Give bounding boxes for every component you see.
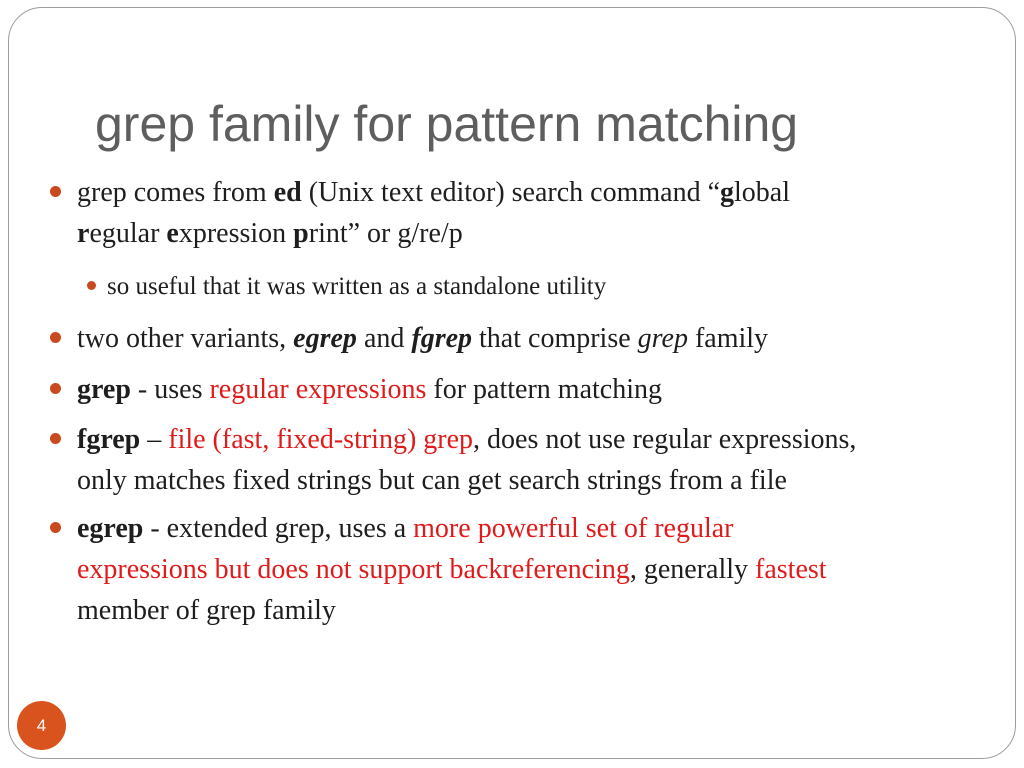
term-egrep: egrep [77,513,144,544]
text: , generally [629,554,756,585]
bullet-dot [50,186,61,197]
text: only matches fixed strings but can get search strings from a file [77,465,787,496]
text: for pattern matching [426,374,662,405]
text: - extended grep, uses a [143,513,414,544]
slide-title: grep family for pattern matching [95,96,799,152]
text: rint” or g/re/p [308,218,463,249]
text: egular [89,218,167,249]
highlight-text: fastest [755,554,827,585]
text-bold: g [720,177,735,208]
bullet-variants [77,318,957,359]
text: and [356,323,412,354]
text: two other variants, [77,323,294,354]
highlight-text: regular expressions [209,374,427,405]
text-bold-italic: egrep [293,323,357,354]
text: member of grep family [77,595,336,626]
text: family [687,323,769,354]
highlight-text: expressions but does not support backreferencing [77,554,630,585]
highlight-text: more powerful set of regular [413,513,734,544]
text-bold-italic: fgrep [411,323,473,354]
text: grep comes from [77,177,274,208]
sub-bullet-standalone: so useful that it was written as a standalone utility [107,273,607,300]
term-grep: grep [77,374,131,405]
text-italic: grep [637,323,688,354]
bullet-dot [50,522,61,533]
sub-bullet-dot [87,281,96,290]
page-number-badge: 4 [17,701,66,750]
text: – [140,424,169,455]
text: lobal [734,177,791,208]
bullet-dot [50,383,61,394]
bullet-fgrep [77,419,957,501]
text-bold: e [166,218,179,249]
text: , does not use regular expressions, [473,424,857,455]
text: that comprise [472,323,638,354]
bullet-dot [50,332,61,343]
bullet-grep [77,369,957,410]
term-fgrep: fgrep [77,424,141,455]
text-bold: r [77,218,90,249]
text-bold: ed [273,177,302,208]
text: - uses [130,374,210,405]
text: xpression [178,218,294,249]
highlight-text: file (fast, fixed-string) grep [168,424,474,455]
text-bold: p [293,218,309,249]
bullet-egrep [77,508,957,631]
text: (Unix text editor) search command “ [301,177,721,208]
bullet-grep-origin [77,172,957,254]
bullet-dot [50,433,61,444]
